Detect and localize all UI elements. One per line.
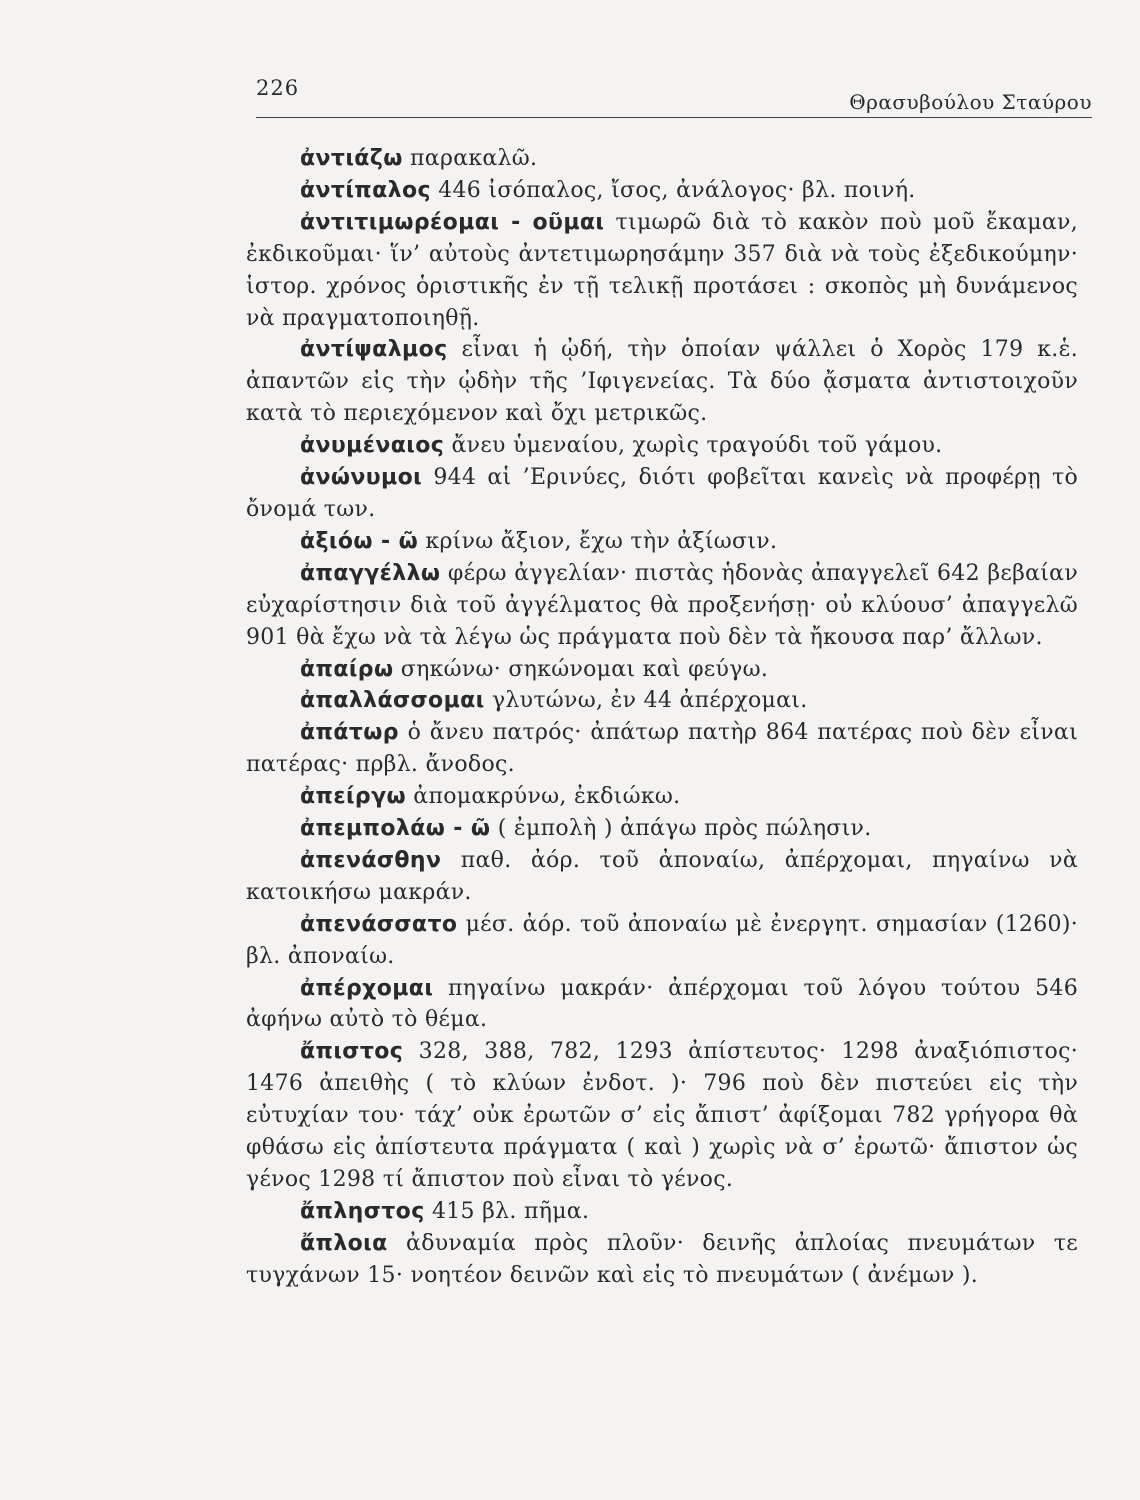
glossary-entry — [246, 207, 1078, 335]
definition: 446 ἰσόπαλος, ἴσος, ἀνάλογος· βλ. ποινή. — [438, 177, 916, 203]
definition: ὁ ἄνευ πατρός· ἀπάτωρ πατὴρ 864 πατέρας ποὺ δὲν εἶναι πατέρας· πρβλ. ἄνοδος. — [246, 720, 1079, 778]
headword: ἀξιόω - ῶ — [300, 528, 419, 554]
glossary-entry — [246, 558, 1078, 654]
glossary-entry — [246, 1196, 1078, 1228]
headword: ἄπλοια — [300, 1230, 388, 1256]
glossary-entry — [246, 973, 1078, 1037]
glossary-entry — [246, 845, 1078, 909]
headword: ἀπαίρω — [300, 656, 394, 682]
definition: κρίνω ἄξιον, ἔχω τὴν ἀξίωσιν. — [425, 528, 778, 554]
headword: ἀπάτωρ — [300, 720, 399, 746]
definition: παρακαλῶ. — [410, 146, 538, 171]
header-rule — [256, 117, 1092, 118]
glossary-entry — [246, 430, 1078, 462]
definition: πηγαίνω μακράν· ἀπέρχομαι τοῦ λόγου τούτου 546 ἀφήνω αὐτὸ τὸ θέμα. — [246, 975, 1078, 1033]
headword: ἀπέρχομαι — [300, 975, 434, 1001]
definition: εἶναι ἡ ᾠδή, τὴν ὁποίαν ψάλλει ὁ Χορὸς 179 κ.ἑ. ἀπαντῶν εἰς τὴν ᾠδὴν τῆς ’Ιφιγενείας. Τὰ δύο ᾄσματα ἀντιστοιχοῦν κατὰ τὸ περιεχόμενον καὶ ὄχι μετρικῶς. — [246, 337, 1078, 427]
glossary-entry — [246, 334, 1078, 430]
headword: ἀντιτιμωρέομαι - οῦμαι — [300, 209, 605, 235]
headword: ἀνυμέναιος — [300, 433, 445, 459]
definition: 415 βλ. πῆμα. — [431, 1198, 590, 1224]
glossary-entry — [246, 143, 1078, 175]
glossary-entry — [246, 813, 1078, 845]
glossary-entry — [246, 654, 1078, 686]
glossary-entry — [246, 909, 1078, 973]
page-number: 226 — [256, 76, 300, 100]
headword: ἄπιστος — [300, 1039, 404, 1065]
headword: ἀντιάζω — [300, 146, 403, 171]
definition: φέρω ἀγγελίαν· πιστὰς ἡδονὰς ἀπαγγελεῖ 642 βεβαίαν εὐχαρίστησιν διὰ τοῦ ἀγγέλματος θὰ προξενήσῃ· οὐ κλύουσ’ ἀπαγγελῶ 901 θὰ ἔχω νὰ τὰ λέγω ὡς πράγματα ποὺ δὲν τὰ ἤκουσα παρ’ ἄλλων. — [246, 560, 1079, 650]
headword: ἀντίψαλμος — [300, 337, 448, 363]
headword: ἀπενάσθην — [300, 847, 442, 873]
definition: 328, 388, 782, 1293 ἀπίστευτος· 1298 ἀναξιόπιστος· 1476 ἀπειθὴς ( τὸ κλύων ἐνδοτ. )· 796 ποὺ δὲν πιστεύει εἰς τὴν εὐτυχίαν του· τάχ’ οὐκ ἐρωτῶν σ’ εἰς ἄπιστ’ ἀφίξομαι 782 γρήγορα θὰ φθάσω εἰς ἀπίστευτα πράγματα ( καὶ ) χωρὶς νὰ σ’ ἐρωτῶ· ἄπιστον ὡς γένος 1298 τί ἄπιστον ποὺ εἶναι τὸ γένος. — [246, 1039, 1078, 1192]
definition: ἀδυναμία πρὸς πλοῦν· δεινῆς ἀπλοίας πνευμάτων τε τυγχάνων 15· νοητέον δεινῶν καὶ εἰς τὸ πνευμάτων ( ἀνέμων ). — [246, 1230, 1078, 1288]
glossary-entry — [246, 717, 1078, 781]
headword: ἀντίπαλος — [300, 177, 431, 203]
running-head: Θρασυβούλου Σταύρου — [849, 90, 1092, 114]
definition: ( ἐμπολὴ ) ἀπάγω πρὸς πώλησιν. — [497, 816, 872, 842]
glossary-entry — [246, 526, 1078, 558]
headword: ἀπαγγέλλω — [300, 560, 441, 586]
headword: ἀνώνυμοι — [300, 465, 423, 491]
definition: σηκώνω· σηκώνομαι καὶ φεύγω. — [400, 656, 769, 682]
definition: τιμωρῶ διὰ τὸ κακὸν ποὺ μοῦ ἔκαμαν, ἐκδικοῦμαι· ἵν’ αὐτοὺς ἀντετιμωρησάμην 357 διὰ νὰ τοὺς ἐξεδικούμην· ἱστορ. χρόνος ὁριστικῆς ἐν τῇ τελικῇ προτάσει : σκοπὸς μὴ δυνάμενος νὰ πραγματοποιηθῇ. — [246, 209, 1079, 331]
headword: ἀπεμπολάω - ῶ — [300, 816, 491, 842]
headword: ἀπενάσσατο — [300, 911, 458, 937]
definition: ἀπομακρύνω, ἐκδιώκω. — [413, 784, 681, 810]
definition: γλυτώνω, ἐν 44 ἀπέρχομαι. — [491, 688, 808, 714]
definition: ἄνευ ὑμεναίου, χωρὶς τραγούδι τοῦ γάμου. — [451, 433, 943, 459]
glossary-entry — [246, 685, 1078, 717]
glossary-entries — [246, 143, 1078, 1292]
glossary-entry — [246, 1228, 1078, 1292]
definition: 944 αἱ ’Ερινύες, διότι φοβεῖται κανεὶς νὰ προφέρῃ τὸ ὄνομά των. — [246, 465, 1078, 522]
glossary-entry — [246, 175, 1078, 207]
glossary-entry — [246, 1036, 1078, 1196]
page-header — [256, 76, 1092, 116]
glossary-entry — [246, 781, 1078, 813]
headword: ἄπληστος — [300, 1198, 425, 1224]
glossary-entry — [246, 462, 1078, 526]
headword: ἀπαλλάσσομαι — [300, 688, 485, 714]
definition: μέσ. ἀόρ. τοῦ ἀποναίω μὲ ἐνεργητ. σημασίαν (1260)· βλ. ἀποναίω. — [246, 911, 1078, 969]
headword: ἀπείργω — [300, 784, 406, 810]
definition: παθ. ἀόρ. τοῦ ἀποναίω, ἀπέρχομαι, πηγαίνω νὰ κατοικήσω μακράν. — [246, 847, 1078, 905]
